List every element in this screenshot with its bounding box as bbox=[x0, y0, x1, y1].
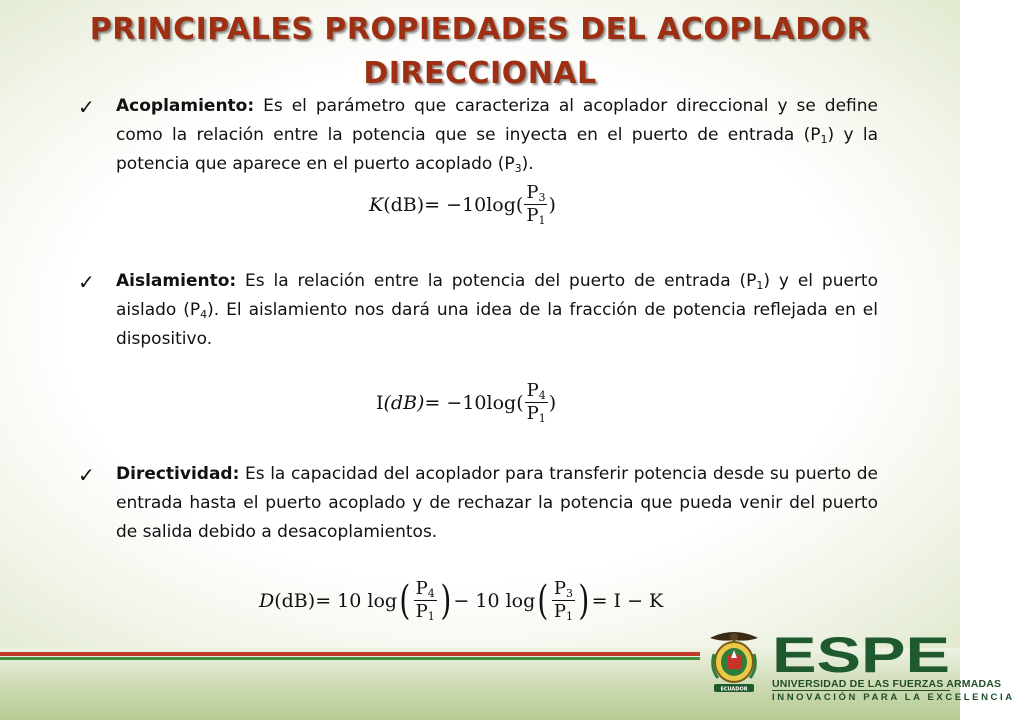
checkmark-icon: ✓ bbox=[78, 463, 95, 487]
paren-open: ( bbox=[537, 577, 549, 624]
subscript: 3 bbox=[514, 162, 522, 175]
eq-close: ) bbox=[548, 391, 557, 414]
eq-denominator: P bbox=[415, 601, 428, 622]
subscript: 1 bbox=[538, 412, 546, 425]
subscript: 1 bbox=[756, 279, 764, 292]
logo-divider bbox=[772, 690, 950, 691]
paren-close: ) bbox=[578, 577, 590, 624]
espe-logo-icon bbox=[772, 627, 950, 683]
subscript: 4 bbox=[200, 308, 208, 321]
fraction bbox=[525, 380, 548, 425]
paragraph-text: ). El aislamiento nos dará una idea de la fracción de potencia reflejada en el dispositivo. bbox=[116, 300, 878, 349]
fraction bbox=[414, 578, 437, 623]
paren-close: ) bbox=[440, 577, 452, 624]
paragraph-text: Es el parámetro que caracteriza al acoplador direccional y se define como la relación entre la potencia que se inyecta en el puerto de entrada (P bbox=[116, 96, 878, 145]
paragraph-text: ). bbox=[521, 154, 534, 174]
term-label: Directividad: bbox=[116, 464, 240, 484]
paragraph-text: Es la capacidad del acoplador para transferir potencia desde su puerto de entrada hasta el puerto acoplado y de rechazar la potencia que pueda venir del puerto de salida debido a desacoplamientos. bbox=[116, 464, 878, 542]
paragraph-text: Es la relación entre la potencia del puerto de entrada (P bbox=[236, 271, 757, 291]
subscript: 1 bbox=[427, 610, 435, 623]
eq-rhs: = −10log( bbox=[424, 193, 524, 216]
eq-numerator: P bbox=[526, 380, 539, 401]
eq-denominator: P bbox=[526, 403, 539, 424]
checkmark-icon: ✓ bbox=[78, 270, 95, 294]
subscript: 3 bbox=[538, 191, 546, 204]
subscript: 3 bbox=[565, 587, 573, 600]
eq-denominator: P bbox=[553, 601, 566, 622]
eq-minus: − 10 log bbox=[453, 589, 536, 612]
paragraph-text: ) y la potencia que aparece en el puerto acoplado (P bbox=[116, 125, 878, 174]
equation-directivity bbox=[259, 578, 663, 623]
subscript: 1 bbox=[820, 133, 828, 146]
paragraph-directividad bbox=[116, 460, 878, 547]
paragraph-text: ) y el puerto aislado (P bbox=[116, 271, 878, 320]
paragraph-acoplamiento bbox=[116, 92, 878, 179]
eq-unit: (dB) bbox=[274, 589, 316, 612]
eq-lhs: K bbox=[369, 193, 384, 216]
subscript: 4 bbox=[427, 587, 435, 600]
eq-rhs: = 10 log bbox=[315, 589, 398, 612]
subscript: 4 bbox=[538, 389, 546, 402]
paren-open: ( bbox=[399, 577, 411, 624]
logo-wordmark: ESPE bbox=[772, 627, 950, 683]
eq-numerator: P bbox=[415, 578, 428, 599]
equation-coupling bbox=[369, 182, 556, 227]
eq-lhs: D bbox=[259, 589, 275, 612]
eq-rhs: = −10log( bbox=[424, 391, 524, 414]
equation-isolation bbox=[376, 380, 556, 425]
fraction bbox=[524, 182, 547, 227]
slide-title: PRINCIPALES PROPIEDADES DEL ACOPLADOR DIRECCIONAL bbox=[89, 12, 871, 91]
eq-unit: (dB) bbox=[383, 391, 425, 414]
eq-lhs: I bbox=[376, 391, 384, 414]
eq-unit: (dB) bbox=[383, 193, 425, 216]
subscript: 1 bbox=[538, 214, 546, 227]
eq-tail: = I − K bbox=[591, 589, 664, 612]
term-label: Aislamiento: bbox=[116, 271, 237, 291]
university-crest-icon bbox=[706, 628, 762, 700]
term-label: Acoplamiento: bbox=[116, 96, 255, 116]
paragraph-aislamiento bbox=[116, 267, 878, 354]
eq-close: ) bbox=[548, 193, 556, 216]
footer-red-line bbox=[0, 652, 700, 656]
fraction bbox=[552, 578, 575, 623]
eq-numerator: P bbox=[553, 578, 566, 599]
eq-denominator: P bbox=[526, 205, 539, 226]
eq-numerator: P bbox=[526, 182, 539, 203]
subscript: 1 bbox=[565, 610, 573, 623]
footer-green-line bbox=[0, 657, 700, 660]
checkmark-icon: ✓ bbox=[78, 95, 95, 119]
university-tagline: INNOVACIÓN PARA LA EXCELENCIA bbox=[772, 692, 1015, 703]
crest-caption: ECUADOR bbox=[720, 686, 748, 693]
university-name: UNIVERSIDAD DE LAS FUERZAS ARMADAS bbox=[772, 678, 1002, 690]
